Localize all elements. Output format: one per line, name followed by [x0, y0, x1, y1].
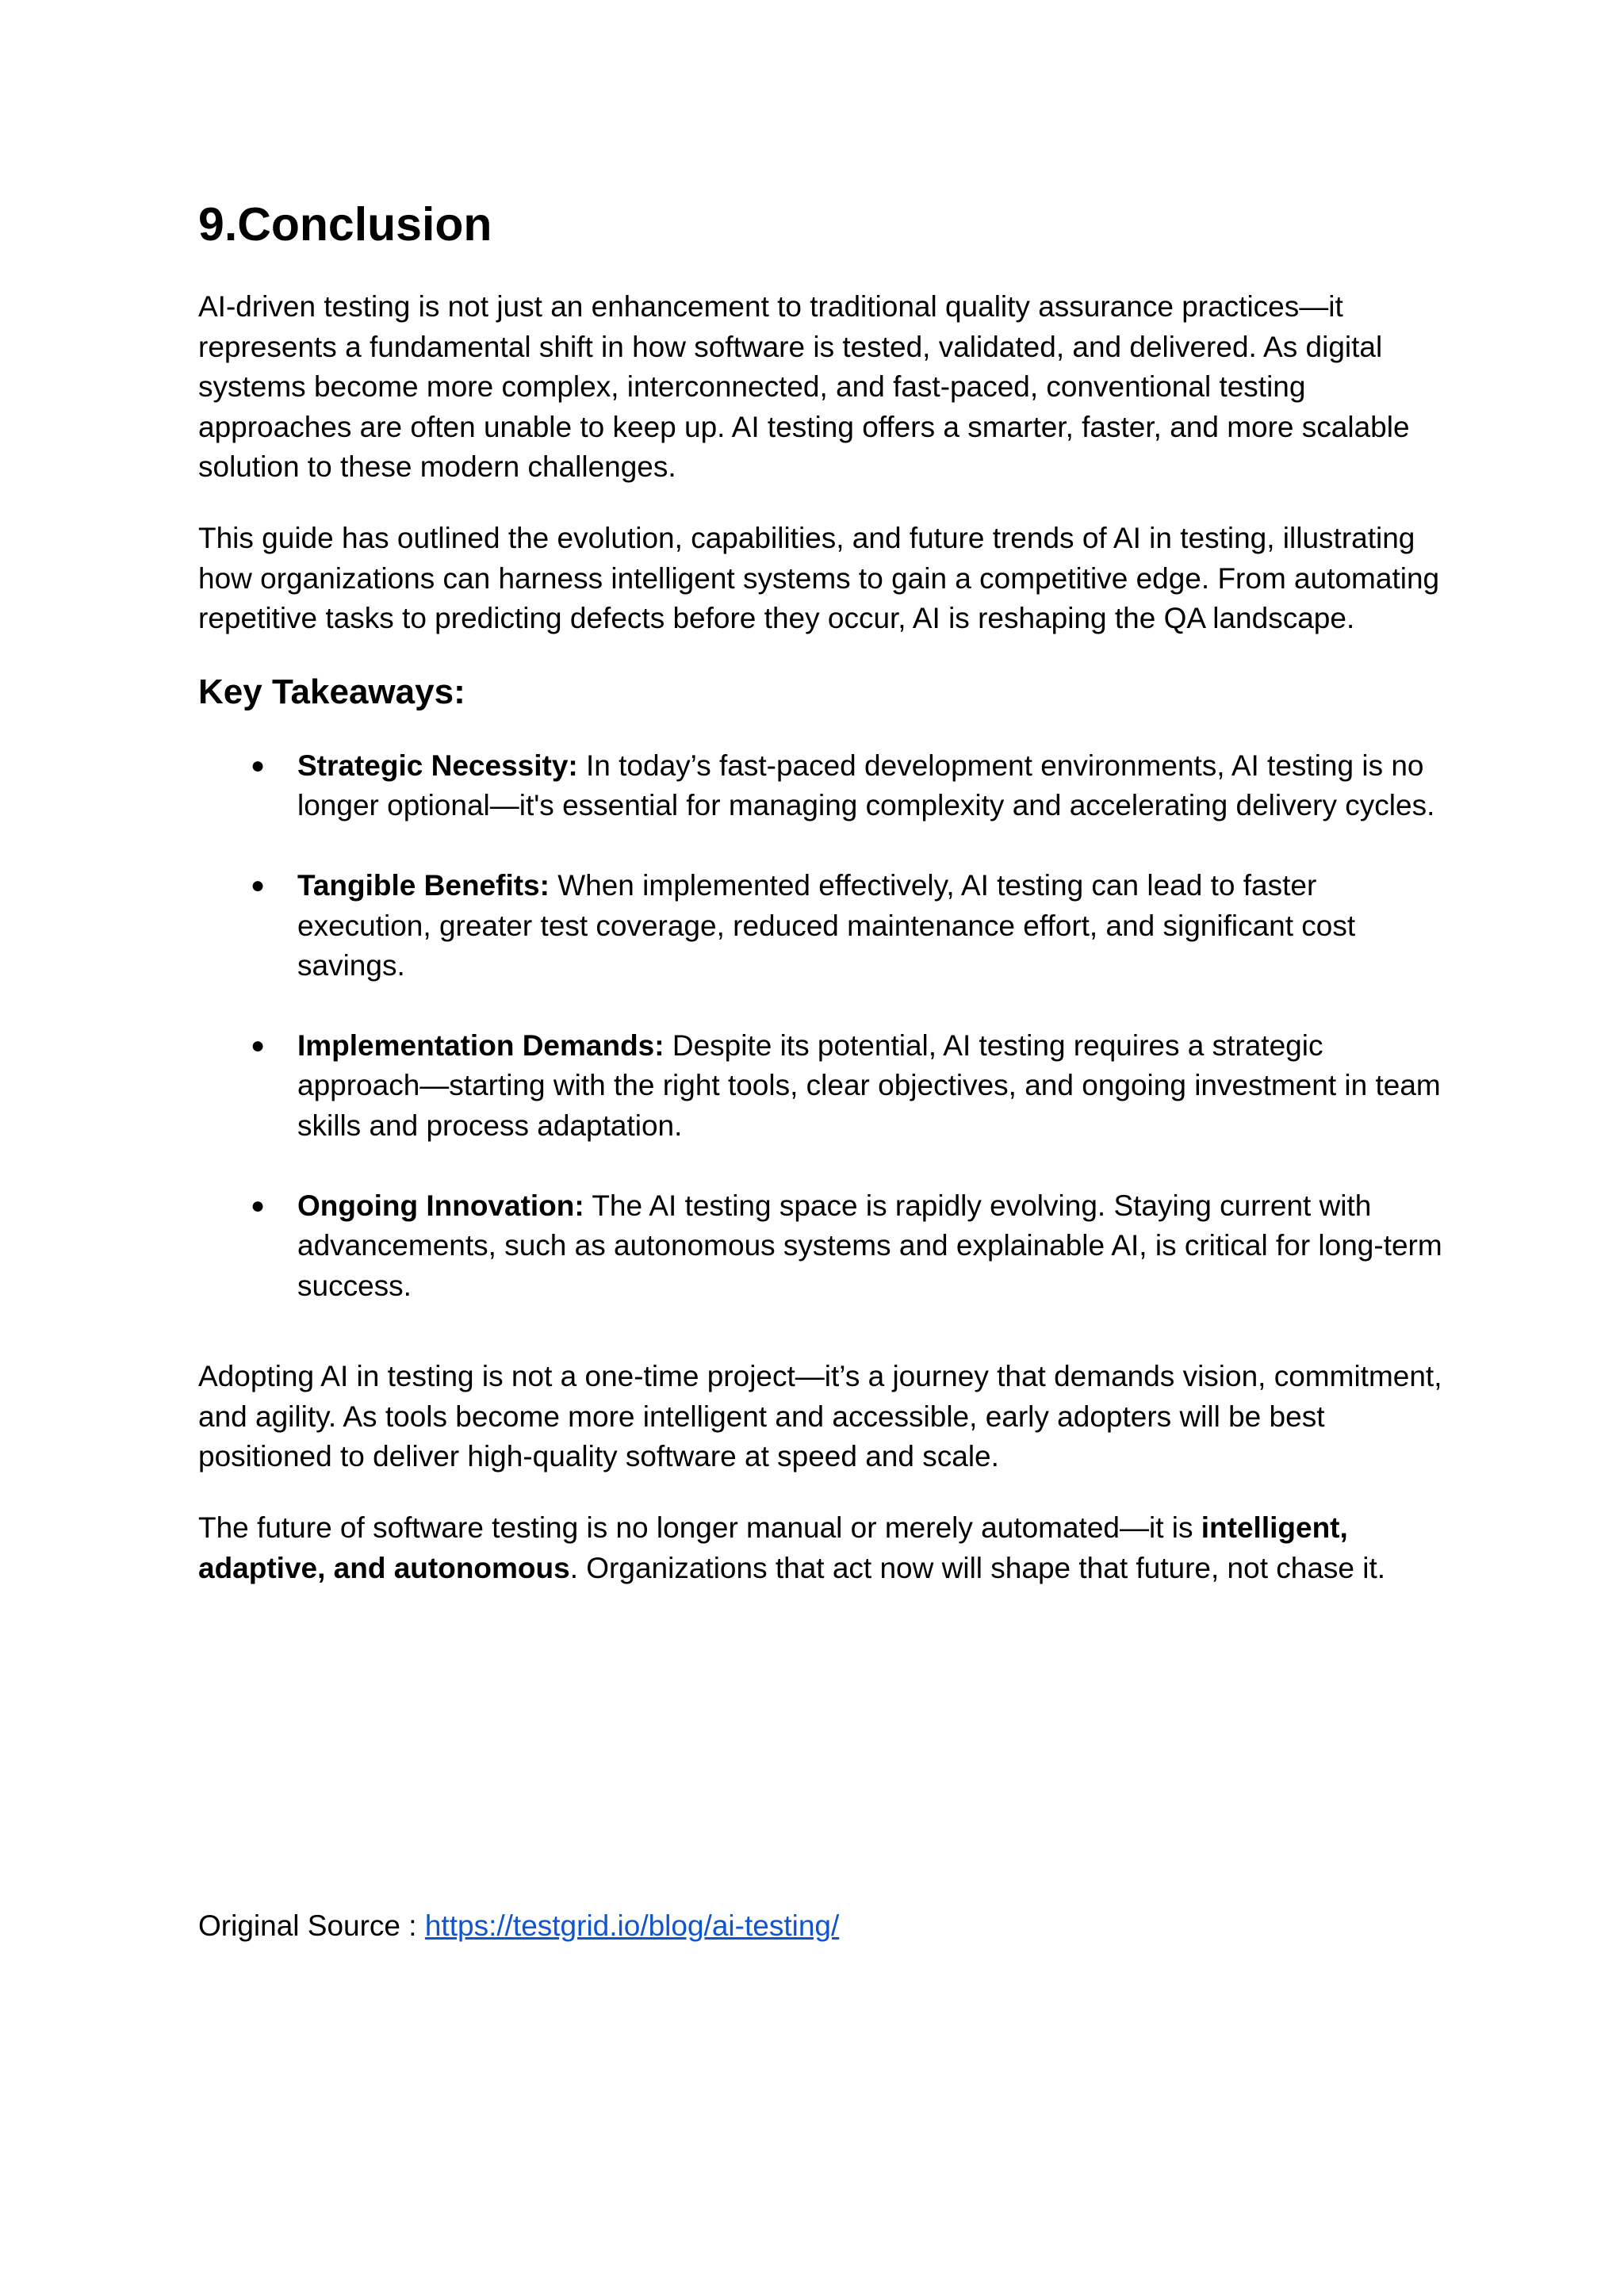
takeaway-item-tangible-benefits [198, 866, 1443, 986]
intro-paragraph-1: AI-driven testing is not just an enhancement to traditional quality assurance practices—it represents a fundamental shift in how software is tested, validated, and delivered. As digital systems become more complex, interconnected, and fast-paced, conventional testing approaches are often unable to keep up. AI testing offers a smarter, faster, and more scalable solution to these modern challenges. [198, 290, 1410, 484]
intro-paragraph-2: This guide has outlined the evolution, capabilities, and future trends of AI in testing, illustrating how organizations can harness intelligent systems to gain a competitive edge. From automating repetitive tasks to predicting defects before they occur, AI is reshaping the QA landscape. [198, 521, 1440, 635]
source-link[interactable]: https://testgrid.io/blog/ai-testing/ [424, 1909, 840, 1942]
bullet-icon: ● [251, 871, 266, 898]
page-title: 9.Conclusion [198, 198, 492, 251]
final-paragraph-lead: The future of software testing is no longer manual or merely automated—it is [198, 1511, 1201, 1545]
key-takeaways-heading: Key Takeaways: [198, 672, 465, 711]
key-takeaways-list [198, 746, 1443, 1307]
takeaway-text: Despite its potential, AI testing requires a strategic approach—starting with the right tools, clear objectives, and ongoing investment in team skills and process adaptation. [297, 1028, 1441, 1142]
closing-paragraph: Adopting AI in testing is not a one-time project—it’s a journey that demands vision, commitment, and agility. As tools become more intelligent and accessible, early adopters will be best positioned to deliver high-quality software at speed and scale. [198, 1360, 1442, 1473]
bullet-icon: ● [251, 752, 266, 779]
bullet-icon: ● [251, 1032, 266, 1059]
takeaway-label: Implementation Demands: [297, 1028, 665, 1062]
bullet-icon: ● [251, 1192, 266, 1219]
final-paragraph [198, 1508, 1443, 1588]
takeaway-item-implementation-demands [198, 1026, 1443, 1147]
takeaway-label: Strategic Necessity: [297, 749, 578, 782]
final-paragraph-tail: . Organizations that act now will shape that future, not chase it. [569, 1551, 1386, 1584]
original-source-line [198, 1906, 839, 1946]
final-paragraph-emphasis: intelligent, adaptive, and autonomous [198, 1511, 1348, 1584]
document-content [198, 195, 1443, 1619]
takeaway-item-strategic-necessity [198, 746, 1443, 826]
takeaway-text: When implemented effectively, AI testing can lead to faster execution, greater test coverage, reduced maintenance effort, and significant cost savings. [297, 868, 1356, 982]
source-label: Original Source : [198, 1909, 425, 1942]
takeaway-label: Tangible Benefits: [297, 868, 550, 902]
takeaway-text: The AI testing space is rapidly evolving. Staying current with advancements, such as autonomous systems and explainable AI, is critical for long-term success. [297, 1189, 1442, 1302]
takeaway-item-ongoing-innovation [198, 1186, 1443, 1307]
takeaway-label: Ongoing Innovation: [297, 1189, 584, 1222]
takeaway-text: In today’s fast-paced development environments, AI testing is no longer optional—it's essential for managing complexity and accelerating delivery cycles. [297, 749, 1435, 822]
